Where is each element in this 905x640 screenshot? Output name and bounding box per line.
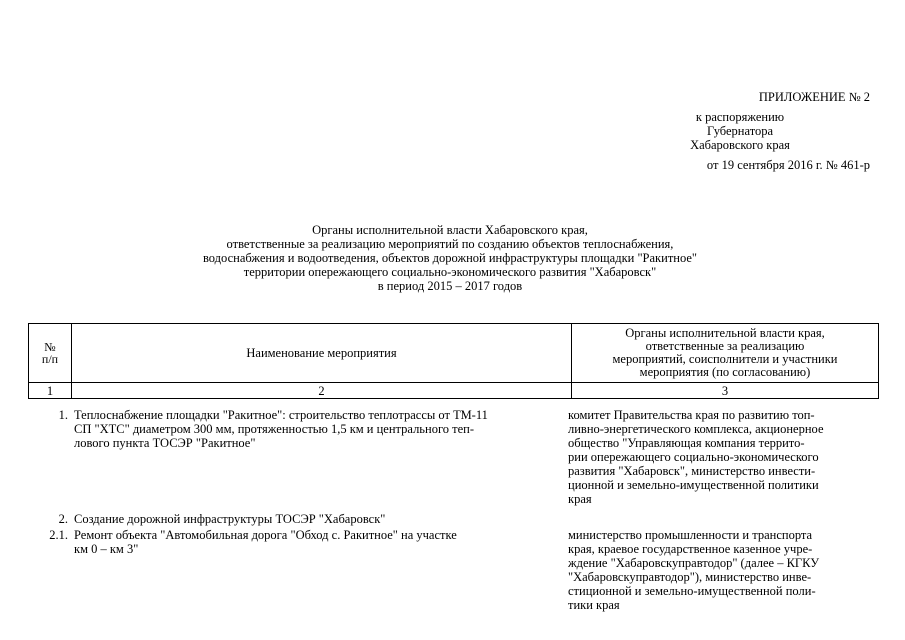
header-org-line-1: Органы исполнительной власти края, [625, 326, 825, 340]
text-line: ждение "Хабаровскуправтодор" (далее – КГКУ [568, 556, 820, 570]
row-measure-name [74, 512, 556, 526]
heading-line-4: территории опережающего социально-экономического развития "Хабаровск" [243, 265, 657, 279]
text-line: "Хабаровскуправтодор"), министерство инве- [568, 570, 812, 584]
row-measure-name [74, 528, 556, 556]
appendix-line-2: Губернатора [706, 124, 774, 138]
text-line: Создание дорожной инфраструктуры ТОСЭР "Хабаровск" [74, 512, 386, 526]
text-line: Теплоснабжение площадки "Ракитное": строительство теплотрассы от ТМ-11 [74, 408, 488, 422]
text-line: края [568, 492, 592, 506]
heading-line-1: Органы исполнительной власти Хабаровского края, [312, 223, 588, 237]
text-line: Ремонт объекта "Автомобильная дорога "Обход с. Ракитное" на участке [74, 528, 457, 542]
appendix-header [610, 90, 870, 152]
text-line: министерство промышленности и транспорта [568, 528, 813, 542]
appendix-line-1: к распоряжению [695, 110, 785, 124]
text-line: рии опережающего социально-экономического [568, 450, 819, 464]
appendix-line-3: Хабаровского края [690, 138, 790, 152]
text-line: стиционной и земельно-имущественной поли- [568, 584, 816, 598]
text-line: тики края [568, 598, 620, 612]
text-line: ливно-энергетического комплекса, акционерное [568, 422, 824, 436]
header-org-line-3: мероприятий, соисполнители и участники [612, 352, 838, 366]
heading-line-5: в период 2015 – 2017 годов [377, 279, 523, 293]
document-heading [90, 223, 810, 293]
row-number: 2.1. [49, 528, 68, 542]
row-measure-name [74, 408, 556, 450]
text-line: развития "Хабаровск", министерство инвести- [568, 464, 816, 478]
header-org-line-2: ответственные за реализацию [645, 339, 805, 353]
appendix-date: от 19 сентября 2016 г. № 461-р [706, 158, 870, 172]
row-responsible-bodies [568, 408, 874, 506]
row-number: 2. [58, 512, 68, 526]
header-number-symbol: № [44, 340, 56, 354]
header-number-abbr: п/п [41, 352, 59, 366]
index-cell-3: 3 [572, 383, 879, 399]
index-cell-1: 1 [29, 383, 72, 399]
text-line: комитет Правительства края по развитию топ- [568, 408, 815, 422]
text-line: края, краевое государственное казенное учре- [568, 542, 813, 556]
text-line: км 0 – км 3" [74, 542, 139, 556]
header-measure-name: Наименование мероприятия [72, 324, 572, 383]
header-number [29, 324, 72, 383]
measures-table-header [28, 323, 879, 399]
text-line: лового пункта ТОСЭР "Ракитное" [74, 436, 256, 450]
row-number: 1. [58, 408, 68, 422]
text-line: общество "Управляющая компания террито- [568, 436, 805, 450]
heading-line-3: водоснабжения и водоотведения, объектов дорожной инфраструктуры площадки "Ракитное" [202, 251, 698, 265]
text-line: ционной и земельно-имущественной политики [568, 478, 819, 492]
heading-line-2: ответственные за реализацию мероприятий по созданию объектов теплоснабжения, [226, 237, 674, 251]
row-responsible-bodies [568, 528, 874, 612]
header-responsible-bodies [572, 324, 879, 383]
index-cell-2: 2 [72, 383, 572, 399]
text-line: СП "ХТС" диаметром 300 мм, протяженностью 1,5 км и центрального теп- [74, 422, 474, 436]
appendix-title: ПРИЛОЖЕНИЕ № 2 [758, 90, 870, 104]
header-org-line-4: мероприятия (по согласованию) [639, 365, 811, 379]
